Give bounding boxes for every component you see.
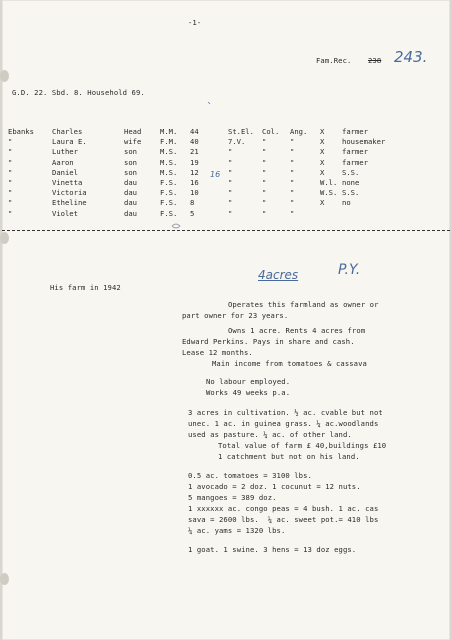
col-name: Victoria: [52, 188, 87, 198]
col-surname: ": [8, 157, 13, 167]
col-surname: ": [8, 188, 13, 198]
col-occupation: S.S.: [342, 167, 360, 177]
col-age: 10: [190, 188, 199, 198]
col-birthplace: ": [228, 208, 233, 218]
livestock-line: 1 goat. 1 swine. 3 hens = 13 doz eggs.: [188, 545, 357, 554]
col-age: 19: [190, 157, 199, 167]
col-sex-marital: F.S.: [160, 198, 178, 208]
col-surname: ": [8, 208, 13, 218]
col-literacy: X: [320, 127, 325, 136]
col-occupation: S.S.: [342, 188, 360, 198]
col-race: ": [262, 198, 267, 208]
page-number: -1-: [188, 18, 202, 27]
col-race: ": [262, 167, 267, 177]
owns-line-4: Main income from tomatoes & cassava: [212, 359, 367, 368]
col-literacy: X: [320, 137, 325, 147]
col-occupation: none: [342, 178, 360, 187]
labour-line-1: No labour employed.: [206, 377, 291, 386]
pencil-tick: [208, 102, 210, 104]
initials-handwritten: P.Y.: [338, 262, 361, 278]
col-literacy: W.S.: [320, 188, 338, 198]
col-name: Charles: [52, 127, 83, 136]
col-name: Violet: [52, 208, 78, 218]
col-sex-marital: F.S.: [160, 178, 178, 187]
col-surname: Ebanks: [8, 127, 34, 136]
household-line: G.D. 22. Sbd. 8. Household 69.: [12, 88, 145, 97]
fam-rec-struck-number: 238: [368, 56, 382, 65]
col-race: ": [262, 178, 267, 187]
pencil-scribble: [172, 224, 180, 228]
col-surname: ": [8, 147, 13, 157]
crops-line-4: 1 xxxxxx ac. congo peas = 4 bush. 1 ac. cas: [188, 504, 379, 513]
col-religion: ": [290, 137, 295, 147]
col-name: Laura E.: [52, 137, 87, 147]
col-race: ": [262, 137, 267, 147]
col-occupation: housemaker: [342, 137, 386, 147]
col-relation: dau: [124, 208, 137, 218]
crops-line-6: ¼ ac. yams = 1320 lbs.: [188, 526, 286, 535]
cultivation-line-4: Total value of farm £ 40,buildings £10: [218, 441, 387, 450]
col-name: Etheline: [52, 198, 87, 208]
col-race: ": [262, 188, 267, 198]
col-literacy: W.l.: [320, 178, 338, 187]
col-sex-marital: F.S.: [160, 188, 178, 198]
col-birthplace: ": [228, 198, 233, 208]
col-birthplace: ": [228, 167, 233, 177]
col-religion: ": [290, 188, 295, 198]
operates-line-1: Operates this farmland as owner or: [228, 300, 379, 309]
col-name: Vinetta: [52, 178, 83, 187]
crops-line-3: 5 mangoes = 389 doz.: [188, 493, 277, 502]
col-birthplace: ": [228, 188, 233, 198]
col-occupation: farmer: [342, 147, 368, 157]
col-sex-marital: M.S.: [160, 167, 178, 177]
operates-line-2: part owner for 23 years.: [182, 311, 289, 320]
col-race: ": [262, 157, 267, 167]
col-relation: son: [124, 167, 137, 177]
owns-line-1: Owns 1 acre. Rents 4 acres from: [228, 326, 366, 335]
col-religion: ": [290, 147, 295, 157]
cultivation-line-3: used as pasture. ¼ ac. of other land.: [188, 430, 352, 439]
col-relation: dau: [124, 188, 137, 198]
col-literacy: X: [320, 167, 325, 177]
cultivation-line-1: 3 acres in cultivation. ½ ac. cvable but not: [188, 408, 383, 417]
col-relation: dau: [124, 198, 137, 208]
col-birthplace: ": [228, 147, 233, 157]
cultivation-line-2: unec. 1 ac. in guinea grass. ¼ ac.woodlands: [188, 419, 379, 428]
col-age: 40: [190, 137, 199, 147]
col-surname: ": [8, 167, 13, 177]
farm-heading: His farm in 1942: [50, 283, 121, 292]
col-age: 21: [190, 147, 199, 157]
col-sex-marital: M.M.: [160, 127, 178, 136]
col-relation: son: [124, 157, 137, 167]
fam-rec-label: Fam.Rec.: [316, 56, 352, 65]
col-religion: ": [290, 167, 295, 177]
col-sex-marital: M.S.: [160, 147, 178, 157]
col-sex-marital: M.S.: [160, 157, 178, 167]
col-birthplace: ": [228, 178, 233, 187]
col-birthplace: 7.V.: [228, 137, 246, 147]
col-religion: Ang.: [290, 127, 308, 136]
col-relation: dau: [124, 178, 137, 187]
col-surname: ": [8, 137, 13, 147]
col-religion: ": [290, 198, 295, 208]
col-occupation: no: [342, 198, 351, 208]
col-surname: ": [8, 198, 13, 208]
col-religion: ": [290, 208, 295, 218]
col-religion: ": [290, 178, 295, 187]
col-religion: ": [290, 157, 295, 167]
cultivation-line-5: 1 catchment but not on his land.: [218, 452, 360, 461]
col-name: Daniel: [52, 167, 78, 177]
labour-line-2: Works 49 weeks p.a.: [206, 388, 291, 397]
col-sex-marital: F.S.: [160, 208, 178, 218]
col-surname: ": [8, 178, 13, 187]
acres-handwritten: 4acres: [258, 268, 299, 282]
col-literacy: X: [320, 147, 325, 157]
col-name: Luther: [52, 147, 78, 157]
fam-rec-handwritten-number: 243.: [394, 48, 428, 66]
col-age: 44: [190, 127, 199, 136]
crops-line-1: 0.5 ac. tomatoes = 3100 lbs.: [188, 471, 312, 480]
col-sex-marital: F.M.: [160, 137, 178, 147]
crops-line-5: sava = 2600 lbs. ¼ ac. sweet pot.= 410 lbs: [188, 515, 379, 524]
col-relation: son: [124, 147, 137, 157]
col-name: Aaron: [52, 157, 74, 167]
age-note-handwritten: 16: [210, 170, 221, 179]
owns-line-3: Lease 12 months.: [182, 348, 253, 357]
col-race: Col.: [262, 127, 280, 136]
col-age: 8: [190, 198, 195, 208]
owns-line-2: Edward Perkins. Pays in share and cash.: [182, 337, 355, 346]
col-literacy: X: [320, 157, 325, 167]
col-age: 12: [190, 167, 199, 177]
col-occupation: farmer: [342, 157, 368, 167]
col-relation: Head: [124, 127, 142, 136]
col-race: ": [262, 208, 267, 218]
crops-line-2: 1 avocado = 2 doz. 1 cocunut = 12 nuts.: [188, 482, 361, 491]
col-relation: wife: [124, 137, 142, 147]
col-occupation: farmer: [342, 127, 368, 136]
col-age: 16: [190, 178, 199, 187]
col-birthplace: St.El.: [228, 127, 254, 136]
col-literacy: X: [320, 198, 325, 208]
col-birthplace: ": [228, 157, 233, 167]
col-age: 5: [190, 208, 195, 218]
col-race: ": [262, 147, 267, 157]
